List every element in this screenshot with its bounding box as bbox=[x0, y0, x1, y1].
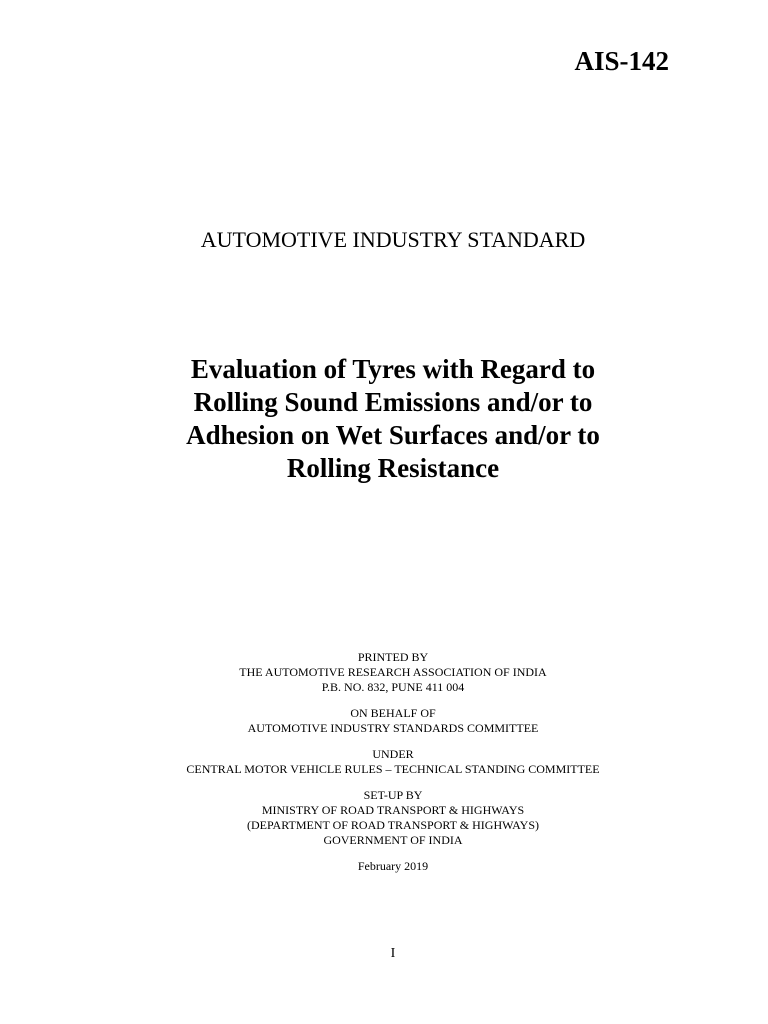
printer-address: P.B. NO. 832, PUNE 411 004 bbox=[321, 680, 465, 694]
printed-by-group bbox=[0, 650, 768, 695]
publication-date: February 2019 bbox=[357, 859, 429, 873]
on-behalf-of-label: ON BEHALF OF bbox=[350, 706, 436, 720]
title-line: Evaluation of Tyres with Regard to bbox=[190, 354, 596, 384]
on-behalf-of-group bbox=[0, 706, 768, 736]
under-label: UNDER bbox=[372, 747, 414, 761]
standing-committee-name: CENTRAL MOTOR VEHICLE RULES – TECHNICAL STANDING COMMITTEE bbox=[186, 762, 600, 776]
ministry-name: MINISTRY OF ROAD TRANSPORT & HIGHWAYS bbox=[261, 803, 525, 817]
document-title bbox=[0, 353, 768, 485]
department-name: (DEPARTMENT OF ROAD TRANSPORT & HIGHWAYS) bbox=[246, 818, 540, 832]
publisher-block bbox=[0, 650, 768, 874]
government-name: GOVERNMENT OF INDIA bbox=[323, 833, 463, 847]
title-line: Adhesion on Wet Surfaces and/or to bbox=[186, 420, 600, 450]
under-group bbox=[0, 747, 768, 777]
page-number: I bbox=[390, 946, 396, 961]
set-up-by-group bbox=[0, 788, 768, 848]
committee-name: AUTOMOTIVE INDUSTRY STANDARDS COMMITTEE bbox=[247, 721, 539, 735]
set-up-by-label: SET-UP BY bbox=[363, 788, 423, 802]
title-line: Rolling Sound Emissions and/or to bbox=[193, 387, 593, 417]
title-line: Rolling Resistance bbox=[286, 453, 500, 483]
printer-name: THE AUTOMOTIVE RESEARCH ASSOCIATION OF INDIA bbox=[239, 665, 547, 679]
document-number: AIS-142 bbox=[574, 46, 669, 76]
standard-heading: AUTOMOTIVE INDUSTRY STANDARD bbox=[200, 227, 586, 252]
printed-by-label: PRINTED BY bbox=[357, 650, 429, 664]
